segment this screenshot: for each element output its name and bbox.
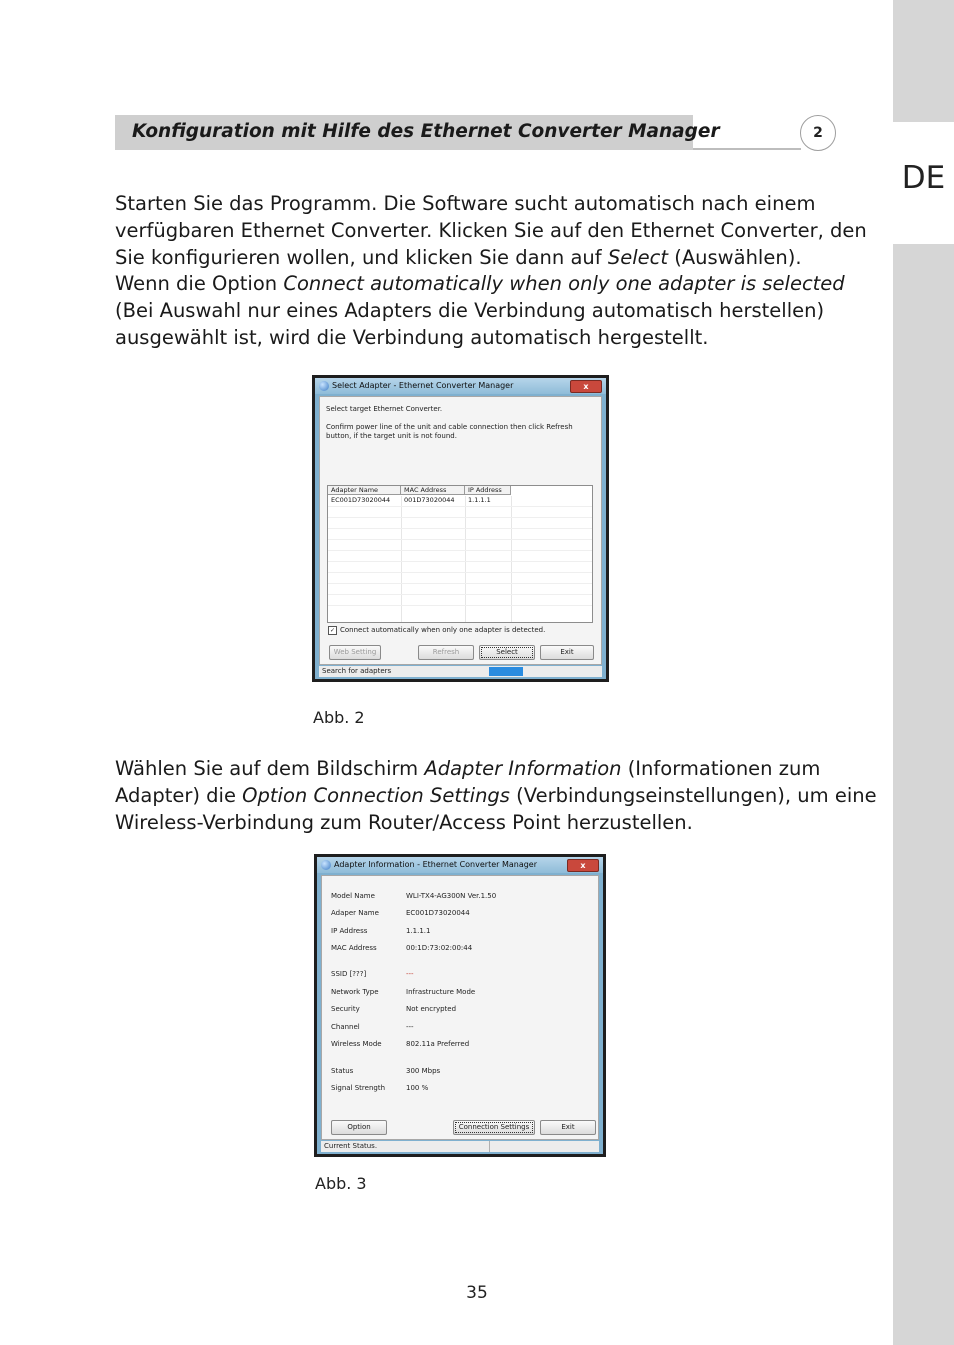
instruction-text: Confirm power line of the unit and cable connection then click Refresh [326,423,573,431]
section-number-badge: 2 [800,115,836,151]
field-label: Signal Strength [331,1084,386,1092]
table-cell[interactable]: 001D73020044 [404,496,455,504]
window-titlebar [317,857,603,873]
column-header[interactable]: IP Address [465,486,511,495]
connection-settings-button[interactable]: Connection Settings [453,1120,535,1135]
field-value: Not encrypted [406,1005,457,1013]
side-tab-bottom [893,244,954,1345]
column-header[interactable]: MAC Address [401,486,465,495]
dialog-client-area [321,875,599,1140]
field-value: 1.1.1.1 [406,927,431,935]
side-tab-top [893,0,954,122]
table-cell[interactable]: EC001D73020044 [331,496,391,504]
field-label: Adaper Name [331,909,379,917]
text-line: ausgewählt ist, wird die Verbindung automatisch hergestellt. [115,325,709,349]
field-label: MAC Address [331,944,377,952]
text-line: Wenn die Option Connect automatically when only one adapter is selected [115,272,845,296]
figure-caption: Abb. 2 [313,708,365,727]
select-button[interactable]: Select [479,645,535,660]
status-text: Current Status. [324,1142,378,1150]
web-setting-button[interactable]: Web Setting [329,645,381,660]
field-label: Model Name [331,892,375,900]
option-button[interactable]: Option [331,1120,387,1135]
instruction-text: button, if the target unit is not found. [326,432,457,440]
text-line: Adapter) die Option Connection Settings (Verbindungseinstellungen), um eine [115,783,877,807]
select-adapter-screenshot [312,375,609,682]
auto-connect-checkbox[interactable]: ✓ [329,627,336,634]
column-header[interactable]: Adapter Name [328,486,401,495]
field-value: 802.11a Preferred [406,1040,470,1048]
field-value: EC001D73020044 [406,909,470,917]
field-value: WLI-TX4-AG300N Ver.1.50 [406,892,497,900]
text-line: verfügbaren Ethernet Converter. Klicken Sie auf den Ethernet Converter, den [115,218,867,242]
window-title: Select Adapter - Ethernet Converter Manager [332,381,514,390]
text-line: Starten Sie das Programm. Die Software sucht automatisch nach einem [115,192,816,215]
language-tab-label: DE [901,160,946,196]
exit-button[interactable]: Exit [540,1120,596,1135]
text-line: Wählen Sie auf dem Bildschirm Adapter Information (Informationen zum [115,757,821,780]
field-value: 300 Mbps [406,1067,441,1075]
app-icon [319,381,329,391]
header-rule [693,148,801,150]
status-bar [321,1141,599,1152]
adapter-information-screenshot [314,854,606,1157]
field-label: Status [331,1067,354,1075]
window-titlebar [315,378,606,394]
intro-paragraph [115,191,867,352]
field-label: Wireless Mode [331,1040,382,1048]
dialog-client-area [319,396,602,665]
close-button[interactable]: x [567,859,599,872]
auto-connect-label: Connect automatically when only one adapter is detected. [340,626,546,634]
adapter-info-paragraph [115,756,877,836]
exit-button[interactable]: Exit [540,645,594,660]
field-label: IP Address [331,927,368,935]
text-line: Wireless-Verbindung zum Router/Access Point herzustellen. [115,810,693,834]
adapter-list[interactable] [327,485,593,623]
table-cell[interactable]: 1.1.1.1 [468,496,491,504]
field-value: 100 % [406,1084,429,1092]
field-label: Security [331,1005,360,1013]
field-label: SSID [???] [331,970,367,978]
field-value: --- [406,1023,414,1031]
page-number: 35 [466,1283,488,1303]
status-bar [319,666,602,677]
field-value: Infrastructure Mode [406,988,476,996]
search-progress-bar [489,667,523,676]
status-text: Search for adapters [322,667,392,675]
connection-settings-term: Option Connection Settings [242,783,510,807]
option-term: Connect automatically when only one adapter is selected [283,272,845,296]
field-value: 00:1D:73:02:00:44 [406,944,473,952]
select-term: Select [607,245,669,269]
section-title: Konfiguration mit Hilfe des Ethernet Converter Manager [132,121,720,142]
instruction-text: Select target Ethernet Converter. [326,405,443,413]
field-label: Network Type [331,988,379,996]
field-value: --- [406,970,414,978]
close-button[interactable]: x [570,380,602,393]
figure-caption: Abb. 3 [315,1174,367,1193]
text-line: (Bei Auswahl nur eines Adapters die Verbindung automatisch herstellen) [115,299,825,323]
refresh-button[interactable]: Refresh [418,645,474,660]
window-title: Adapter Information - Ethernet Converter Manager [334,860,538,869]
app-icon [321,860,331,870]
adapter-information-term: Adapter Information [424,757,622,780]
field-label: Channel [331,1023,360,1031]
text-line: Sie konfigurieren wollen, und klicken Sie dann auf Select (Auswählen). [115,245,802,269]
